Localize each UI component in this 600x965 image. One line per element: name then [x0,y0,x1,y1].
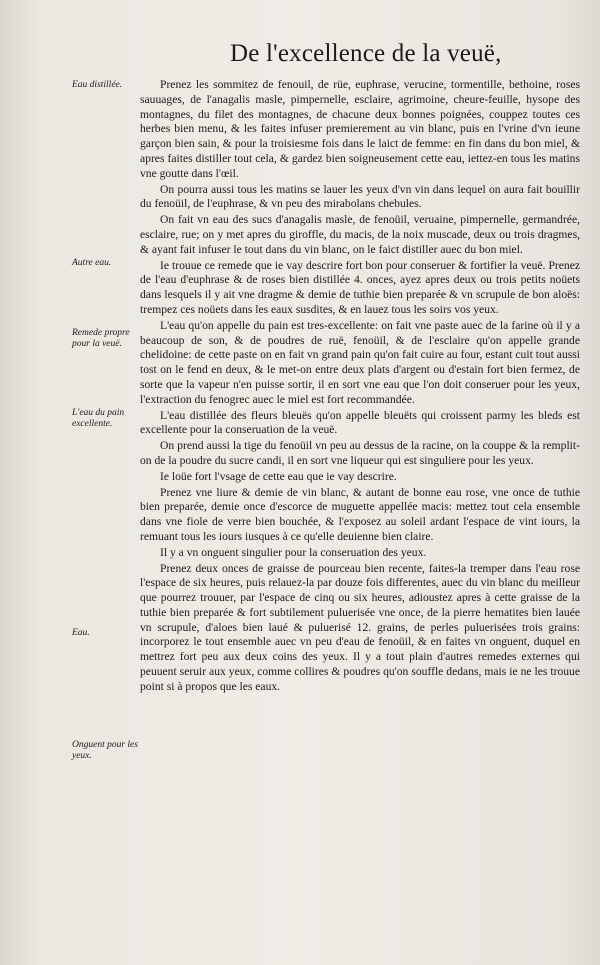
paragraph-eau-recette: Prenez vne liure & demie de vin blanc, & autant de bonne eau rose, vne once de tuthie bien preparée, demie once d'escorce de muguette appellée macis: mettez tout cela ensemble dans vne fiole de verre bien bouchée, & l'exposez au soleil ardant l'espace de vint iours, la remuant tous les iours iusques à ce qu'elle deuienne bien claire. [140,485,580,543]
margin-note-eau-du-pain: L'eau du pain excellente. [72,408,125,429]
paragraph-bleuets: L'eau distillée des fleurs bleuës qu'on appelle bleuëts qui croissent parmy les bleds est excellente pour la conseruation de la veuë. [140,408,580,437]
margin-note-eau: Eau. [72,628,90,638]
paragraph-lauer-yeux: On pourra aussi tous les matins se lauer les yeux d'vn vin dans lequel on aura fait bouillir du fenoüil, de l'euphrase, & vn peu des mirabolans chebules. [140,182,580,211]
paragraph-eau-distillee: Prenez les sommitez de fenouil, de rüe, euphrase, verucine, tormentille, bethoine, roses sauuages, de l'anagalis masle, pimpernelle, esclaire, agrimoine, cheure-feuille, hysope des montagnes, du filet des montagnes, de chacune deux bonnes poignées, couppez toutes ces herbes bien menu, & les faites infuser premierement au vin blanc, puis en l'vrine d'vn ieune garçon bien sain, & pour la troisiesme fois dans le laict de femme: en fin dans du bon miel, & apres faites distiller tout cela, & gardez bien soigneusement cette eau, iettez-en tous les matins vne goutte dans l'œil. [140,78,580,180]
paragraph-eau-du-pain: L'eau qu'on appelle du pain est tres-excellente: on fait vne paste auec de la farine où il y a beaucoup de son, & de poudres de ruë, fenoüil, & de l'esclaire qu'on appelle grande chelidoine: de cette paste on en fait vn grand pain qu'on fait cuire au four, estant cuit tout aussi tost on le fend en deux, & le met-on entre deux plats d'argent ou d'estain fort bien fermez, de sorte que la vapeur n'en puisse sortir, il en sort vne eau que l'on doit conseruer pour les yeux, l'extraction du fenogrec auec le miel est fort recommandée. [140,318,580,406]
margin-note-eau-distillee: Eau distillée. [72,80,123,90]
margin-note-autre-eau: Autre eau. [72,258,112,268]
paragraph-autre-eau: On fait vn eau des sucs d'anagalis masle, de fenoüil, veruaine, pimpernelle, germandrée, esclaire, rue; on y met apres du giroffle, du macis, de la noix muscade, deux ou trois dragmes, & ayant fait infuser le tout dans du vin blanc, on le faict distiller auec du bon miel. [140,213,580,256]
paragraph-remede: Ie trouue ce remede que ie vay descrire fort bon pour conseruer & fortifier la veuë. Prenez de l'eau d'euphrase & de roses bien distillée 4. onces, ayez apres deux ou trois petits noüets dans lesquels il y ait vne dragme & demie de tuthie bien preparée & vn scrupule de bon aloës: trempez ces noüets dans les eaux susdites, & en lauez tous les soirs vos yeux. [140,258,580,316]
margin-note-remede-veue: Remede propre pour la veuë. [72,328,130,349]
paragraph-fenouil: On prend aussi la tige du fenoüil vn peu au dessus de la racine, on la couppe & la remplit-on de la poudre du sucre candi, il en sort vne liqueur qui est singuliere pour les yeux. [140,439,580,467]
paragraph-onguent: Prenez deux onces de graisse de pourceau bien recente, faites-la tremper dans l'eau rose l'espace de six heures, puis relauez-la par douze fois differentes, auec du vin blanc du meilleur que pourrez trouuer, par l'espace de cinq ou six heures, adioustez apres à cette graisse de la tuthie bien preparée & fort subtilement puluerisée vne once, de la pierre hematites bien lauée vn scrupule, d'aloes bien laué & puluerisé 12. grains, de perles puluerisées trois grains: incorporez le tout ensemble auec vn peu d'eau de fenoüil, & en faites vn onguent, duquel en mettrez fort peu aux deux coins des yeux. Il y a tout plain d'autres remedes externes qui peuuent seruir aux yeux, comme collires & poudres qu'on souffle dedans, mais ie ne les trouue point si à propos que les eaux. [140,561,580,693]
running-header: De l'excellence de la veuë, [230,40,502,67]
paragraph-intro-onguent: Il y a vn onguent singulier pour la conseruation des yeux. [160,545,427,559]
paragraph-intro-eau: Ie loüe fort l'vsage de cette eau que ie vay descrire. [160,469,397,483]
margin-note-onguent: Onguent pour les yeux. [72,740,138,761]
main-text [140,78,580,696]
